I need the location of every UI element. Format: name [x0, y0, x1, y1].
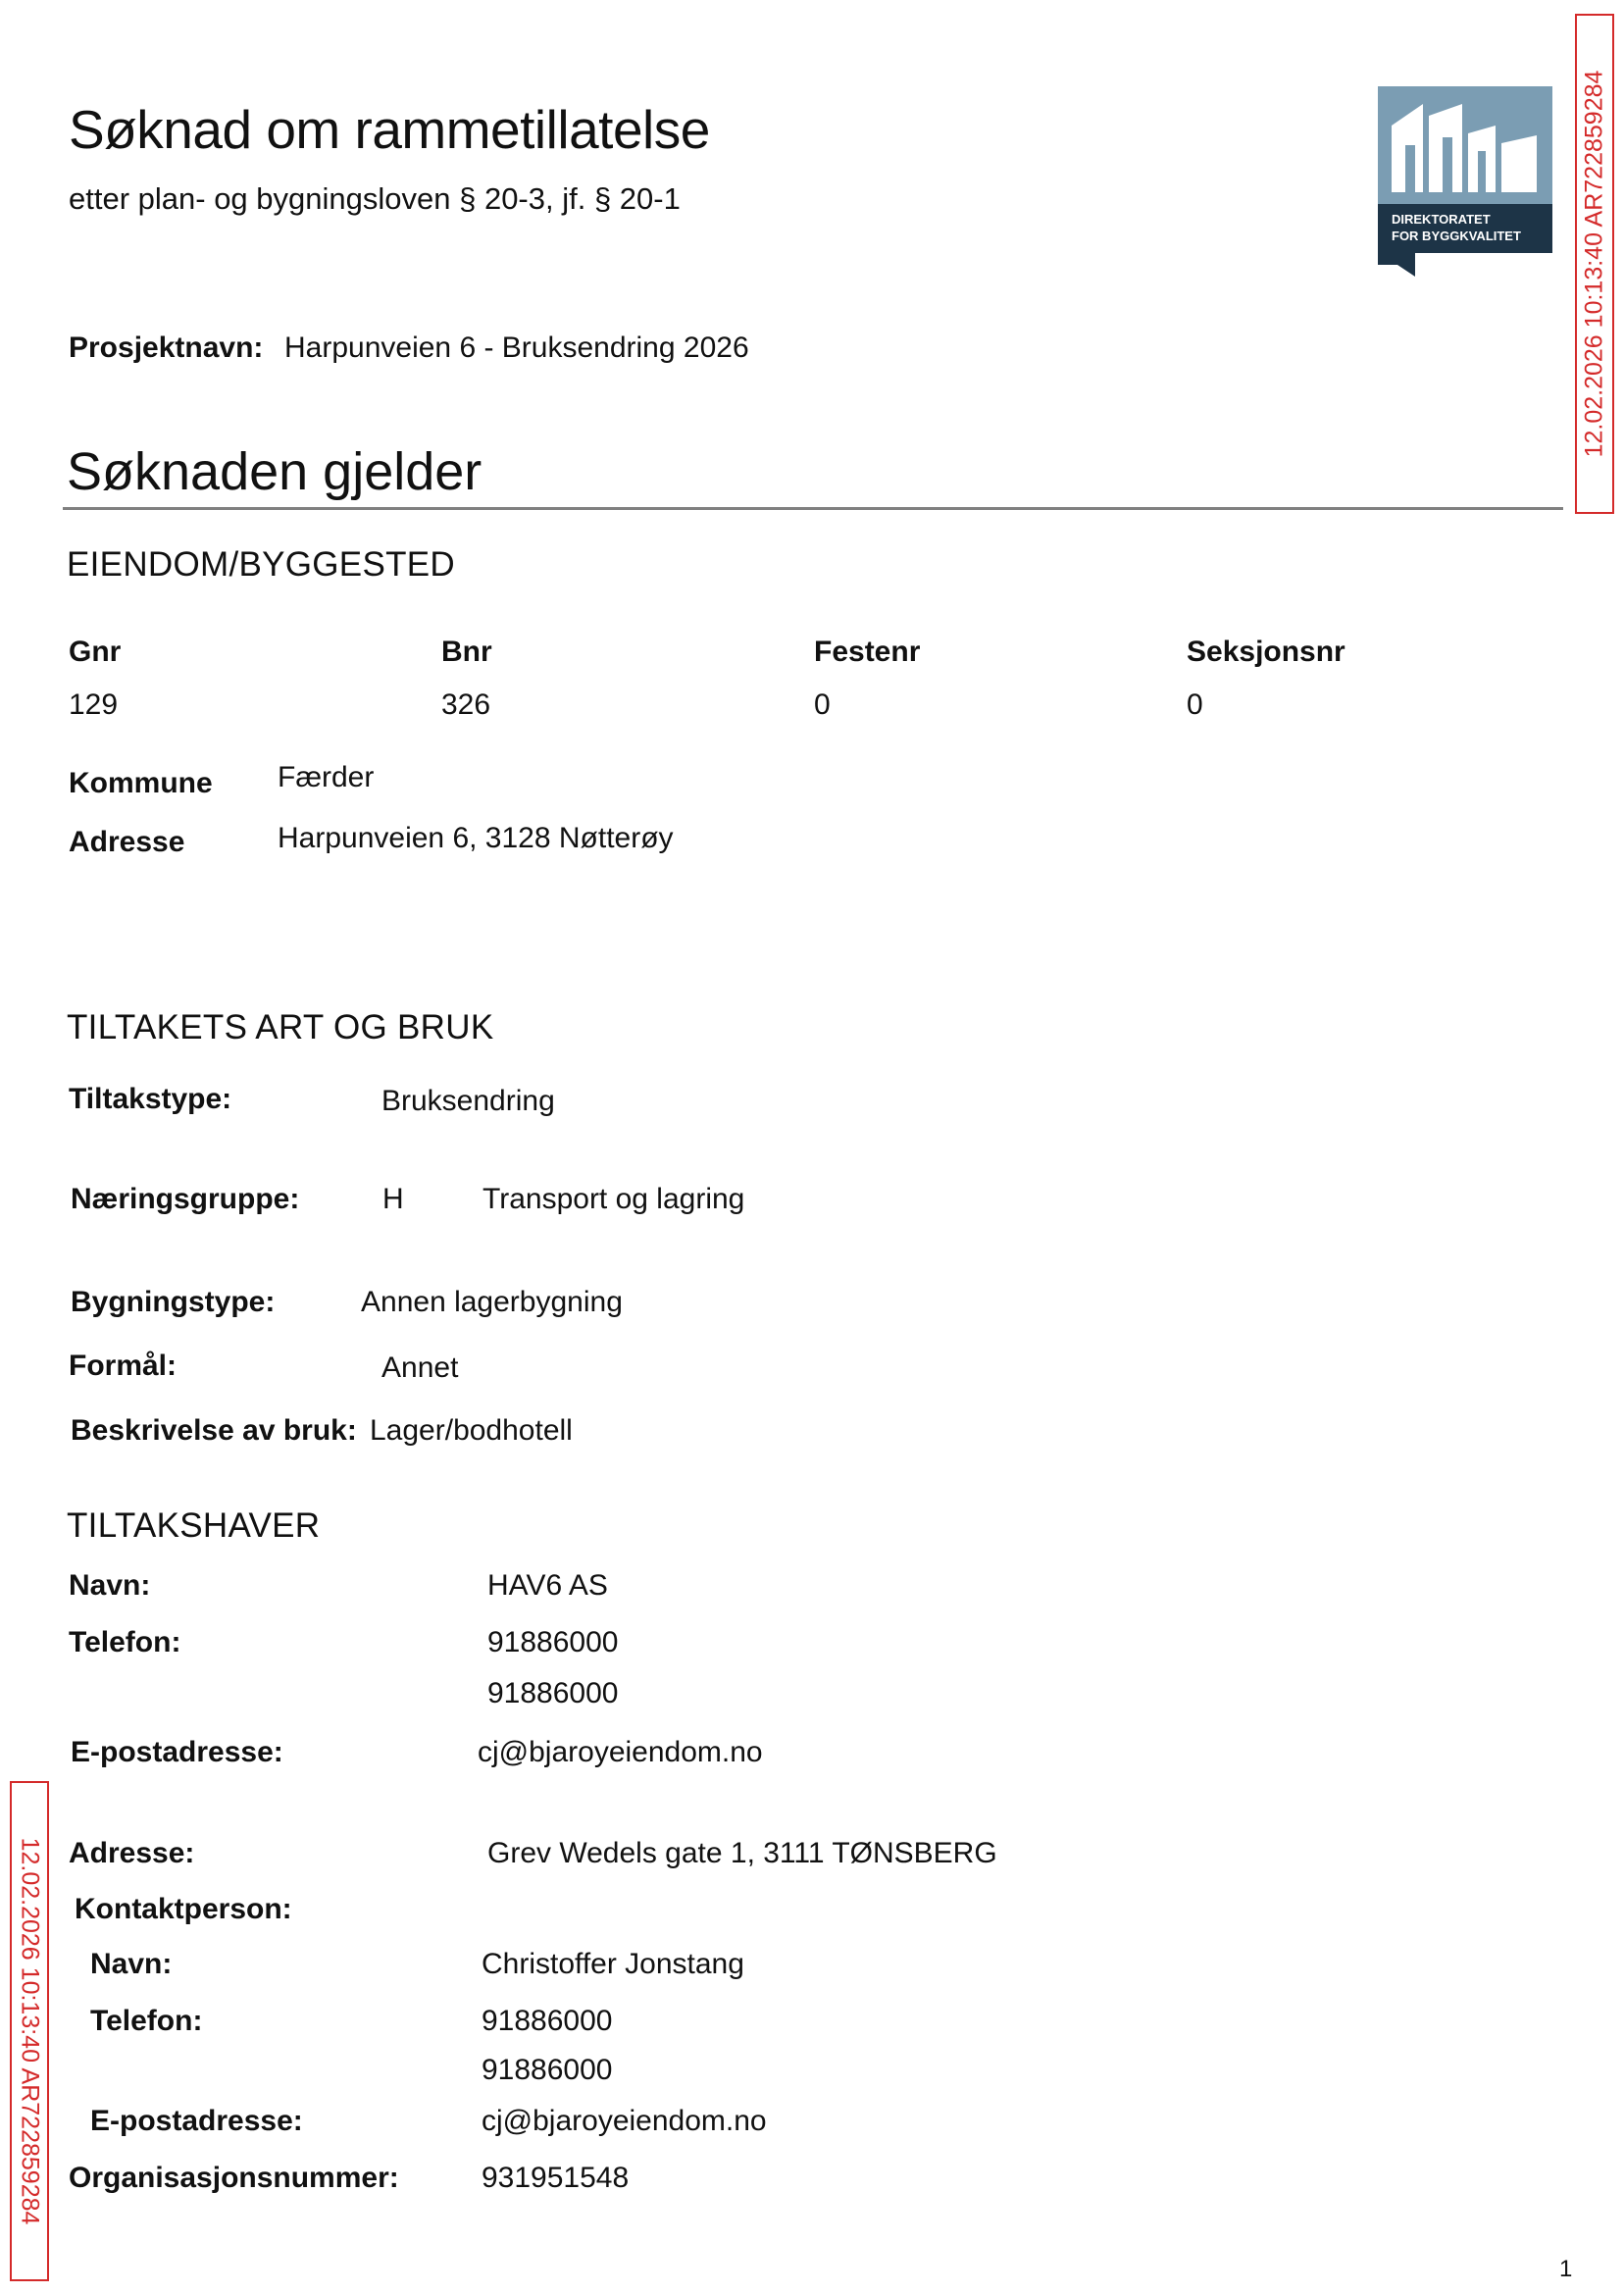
contact-epost-value: cj@bjaroyeiendom.no: [482, 2105, 767, 2137]
bnr-label: Bnr: [441, 636, 492, 668]
naeringsgruppe-label: Næringsgruppe:: [71, 1183, 300, 1215]
dibk-logo: [1378, 86, 1552, 277]
festenr-value: 0: [814, 688, 831, 721]
formal-label: Formål:: [69, 1350, 178, 1382]
page-number: 1: [1559, 2256, 1573, 2282]
project-name-label: Prosjektnavn:: [69, 331, 264, 364]
festenr-label: Festenr: [814, 636, 921, 668]
orgnr-value: 931951548: [482, 2162, 630, 2194]
contact-epost-label: E-postadresse:: [90, 2105, 303, 2137]
applicant-navn-label: Navn:: [69, 1569, 151, 1602]
adresse-value: Harpunveien 6, 3128 Nøtterøy: [278, 822, 674, 854]
timestamp-stamp-bottom: [10, 1781, 49, 2281]
formal-value: Annet: [381, 1351, 459, 1384]
beskrivelse-label: Beskrivelse av bruk:: [71, 1414, 357, 1447]
applicant-telefon-value-1: 91886000: [487, 1626, 619, 1658]
gnr-label: Gnr: [69, 636, 122, 668]
applicant-telefon-label: Telefon:: [69, 1626, 181, 1658]
kommune-label: Kommune: [69, 767, 213, 799]
applicant-section-title: TILTAKSHAVER: [67, 1506, 321, 1545]
measure-section-title: TILTAKETS ART OG BRUK: [67, 1008, 494, 1046]
kommune-value: Færder: [278, 761, 375, 793]
property-section-title: EIENDOM/BYGGESTED: [67, 545, 455, 584]
contact-telefon-label: Telefon:: [90, 2005, 203, 2037]
naeringsgruppe-value: Transport og lagring: [482, 1183, 745, 1215]
stamp-text: 12.02.2026 10:13:40 AR722859284: [16, 1837, 44, 2225]
tiltakstype-label: Tiltakstype:: [69, 1083, 232, 1115]
applicant-epost-value: cj@bjaroyeiendom.no: [478, 1736, 763, 1768]
orgnr-label: Organisasjonsnummer:: [69, 2162, 399, 2194]
seksjonsnr-value: 0: [1187, 688, 1203, 721]
document-subtitle: etter plan- og bygningsloven § 20-3, jf. § 20-1: [69, 181, 681, 216]
tiltakstype-value: Bruksendring: [381, 1085, 555, 1117]
contact-telefon-value-1: 91886000: [482, 2005, 613, 2037]
timestamp-stamp-top: [1575, 14, 1614, 514]
seksjonsnr-label: Seksjonsnr: [1187, 636, 1345, 668]
application-heading: Søknaden gjelder: [67, 442, 482, 501]
contact-navn-label: Navn:: [90, 1948, 173, 1980]
project-name-value: Harpunveien 6 - Bruksendring 2026: [284, 331, 749, 364]
contact-navn-value: Christoffer Jonstang: [482, 1948, 744, 1980]
logo-text-line2: FOR BYGGKVALITET: [1392, 229, 1521, 243]
applicant-epost-label: E-postadresse:: [71, 1736, 283, 1768]
naeringsgruppe-code: H: [382, 1183, 404, 1215]
gnr-value: 129: [69, 688, 119, 721]
beskrivelse-value: Lager/bodhotell: [370, 1414, 573, 1447]
bnr-value: 326: [441, 688, 491, 721]
stamp-text: 12.02.2026 10:13:40 AR722859284: [1580, 70, 1608, 458]
contact-person-label: Kontaktperson:: [75, 1893, 292, 1925]
bygningstype-label: Bygningstype:: [71, 1286, 276, 1318]
document-title: Søknad om rammetillatelse: [69, 99, 710, 160]
applicant-adresse-value: Grev Wedels gate 1, 3111 TØNSBERG: [487, 1837, 997, 1869]
heading-divider: [63, 507, 1563, 510]
applicant-navn-value: HAV6 AS: [487, 1569, 608, 1602]
logo-text-line1: DIREKTORATET: [1392, 212, 1491, 227]
applicant-telefon-value-2: 91886000: [487, 1677, 619, 1709]
applicant-adresse-label: Adresse:: [69, 1837, 195, 1869]
adresse-label: Adresse: [69, 826, 185, 858]
contact-telefon-value-2: 91886000: [482, 2054, 613, 2086]
bygningstype-value: Annen lagerbygning: [361, 1286, 623, 1318]
